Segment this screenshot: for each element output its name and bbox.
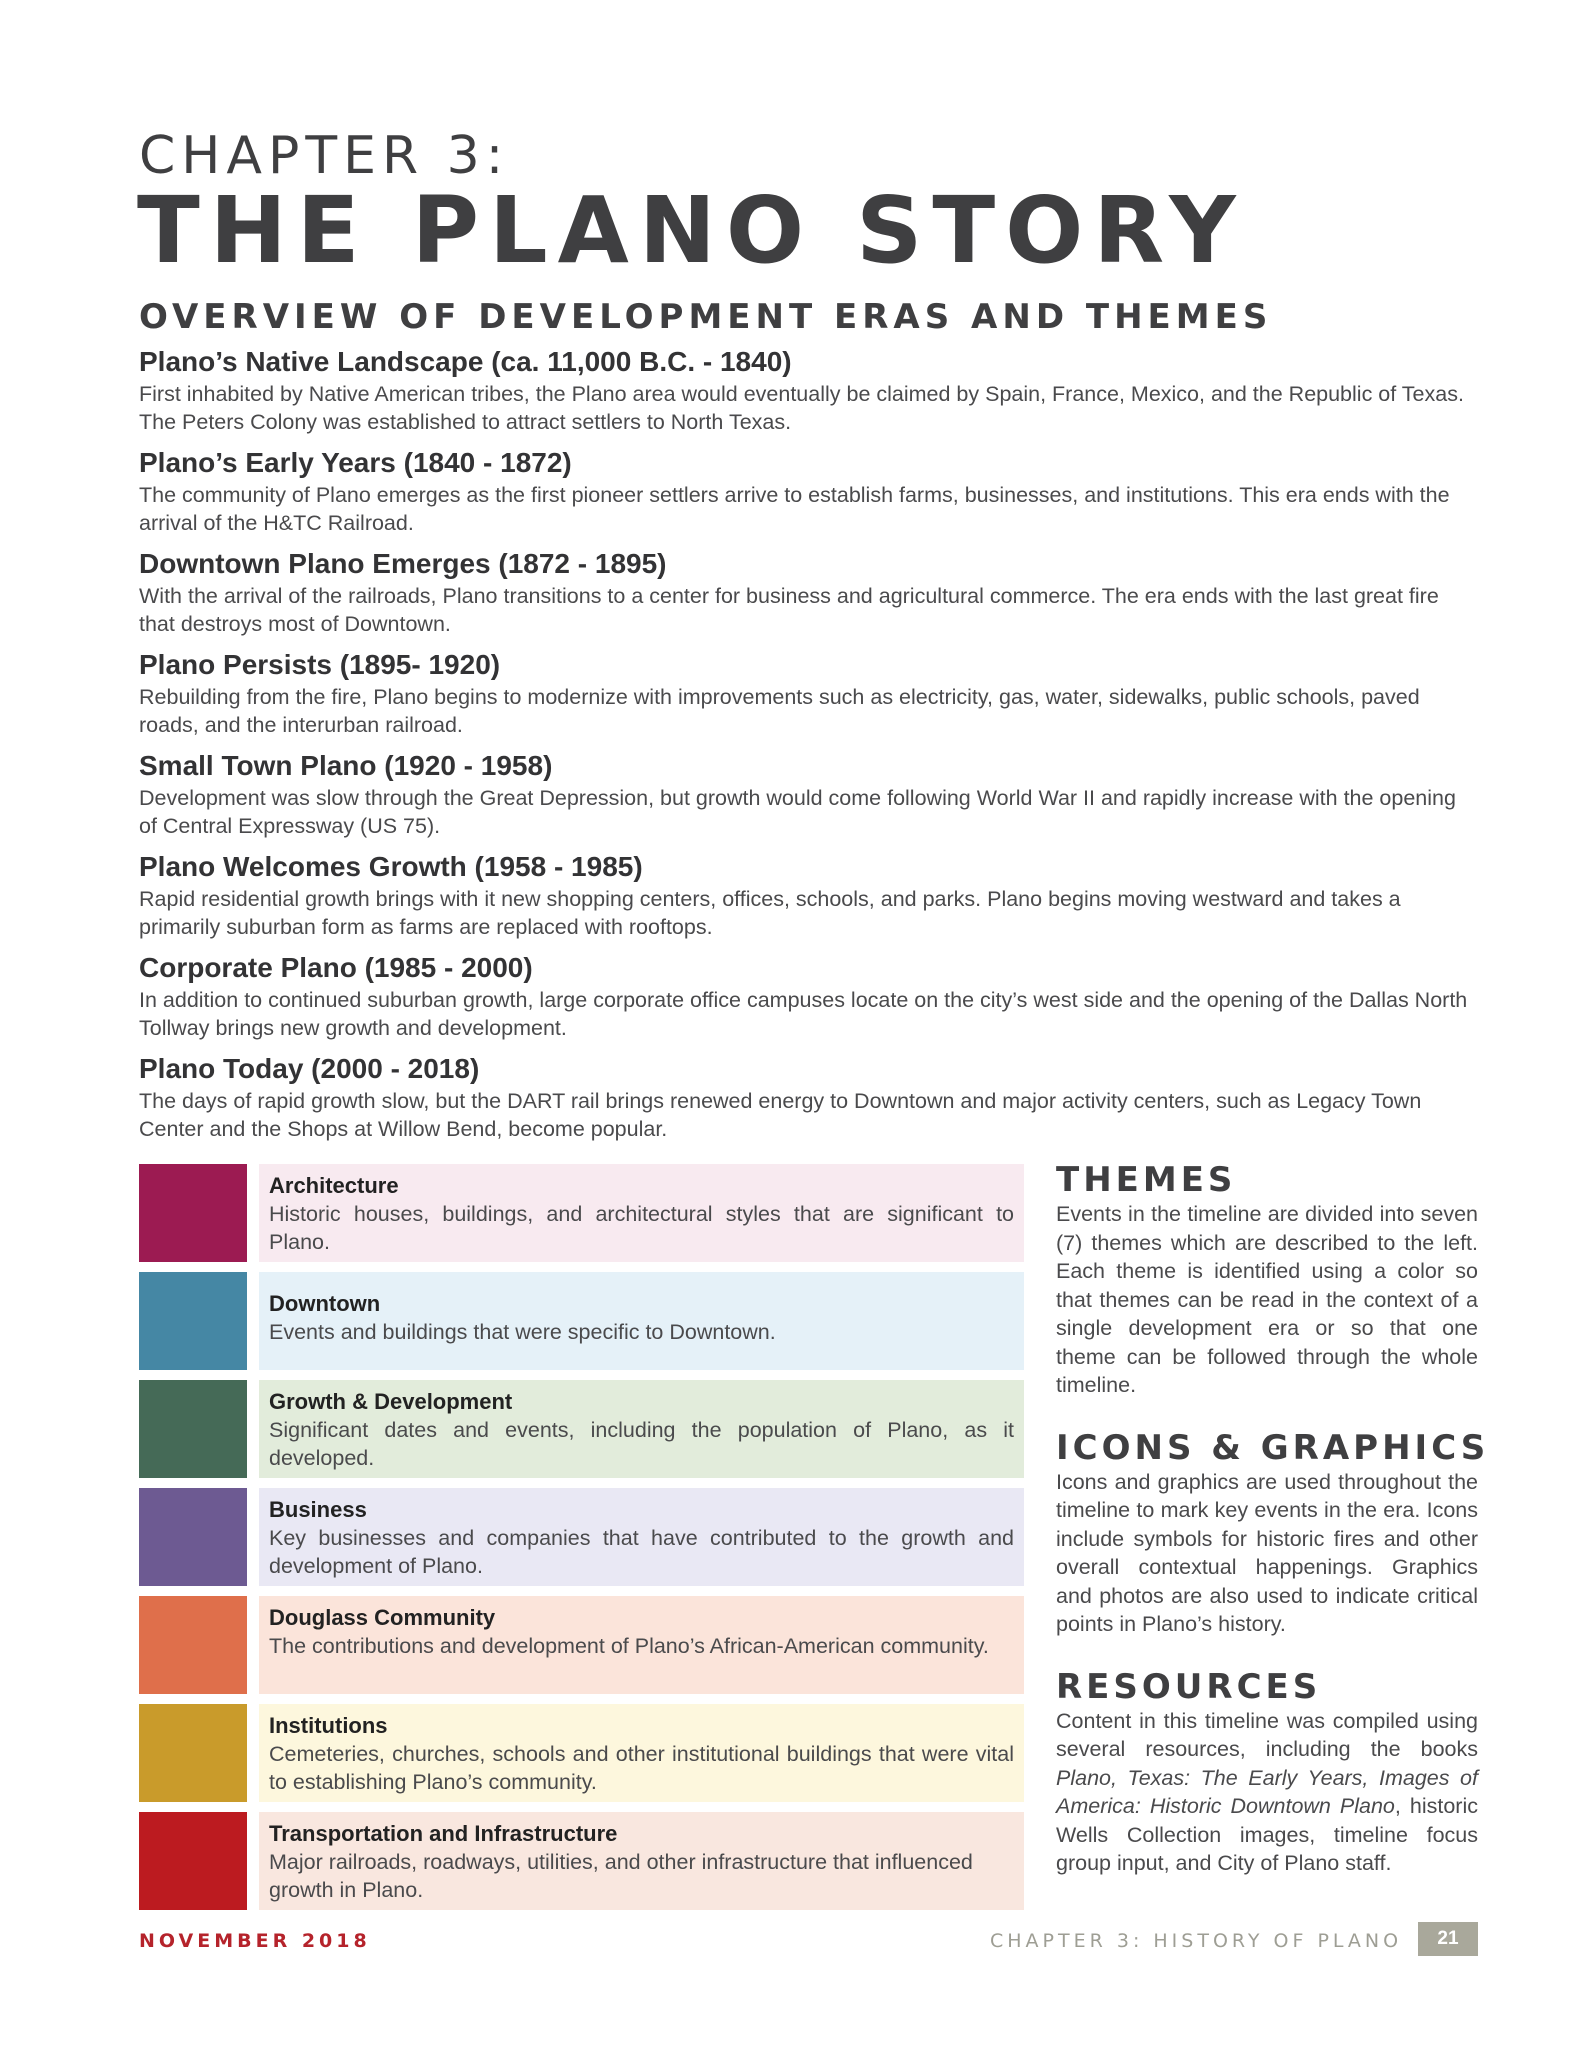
theme-description: Significant dates and events, including the population of Plano, as it developed. — [269, 1418, 1014, 1470]
theme-row-douglass-community — [139, 1596, 1024, 1694]
theme-row-growth-development — [139, 1380, 1024, 1478]
themes-note — [1056, 1160, 1478, 1400]
resources-book-titles: Plano, Texas: The Early Years, Images of America: Historic Downtown Plano — [1056, 1765, 1478, 1818]
themes-legend — [139, 1164, 1024, 1920]
era-item — [139, 849, 1479, 950]
era-title: Plano Persists (1895- 1920) — [139, 649, 501, 680]
era-item — [139, 344, 1479, 445]
theme-row-transportation — [139, 1812, 1024, 1910]
era-title: Plano’s Native Landscape (ca. 11,000 B.C. - 1840) — [139, 346, 792, 377]
themes-text: Events in the timeline are divided into seven (7) themes which are described to the left. Each theme is identified using a color so that themes can be read in the context of a single development era or so that one theme can be followed through the whole timeline. — [1056, 1202, 1478, 1397]
theme-description: Cemeteries, churches, schools and other institutional buildings that were vital to establishing Plano’s community. — [269, 1742, 1014, 1794]
era-title: Plano’s Early Years (1840 - 1872) — [139, 447, 572, 478]
era-item — [139, 1051, 1479, 1152]
era-item — [139, 748, 1479, 849]
era-title: Plano Today (2000 - 2018) — [139, 1053, 480, 1084]
theme-name: Institutions — [269, 1713, 388, 1738]
theme-row-downtown — [139, 1272, 1024, 1370]
theme-name: Architecture — [269, 1173, 399, 1198]
resources-text-end: , historic Wells Collection images, timeline focus group input, and City of Plano staff. — [1056, 1794, 1478, 1875]
theme-color-swatch — [139, 1704, 247, 1802]
footer-date: NOVEMBER 2018 — [139, 1930, 371, 1952]
era-title: Small Town Plano (1920 - 1958) — [139, 750, 553, 781]
resources-heading: RESOURCES — [1056, 1666, 1322, 1707]
theme-name: Growth & Development — [269, 1389, 513, 1414]
resources-text-start: Content in this timeline was compiled using several resources, including the books — [1056, 1708, 1478, 1761]
eras-list — [139, 344, 1479, 1152]
era-description: Rapid residential growth brings with it new shopping centers, offices, schools, and parks. Plano begins moving westward and takes a primarily suburban form as farms are replaced with rooftops. — [139, 887, 1401, 939]
themes-heading: THEMES — [1056, 1160, 1237, 1200]
theme-name: Business — [269, 1497, 367, 1522]
footer-chapter-label: CHAPTER 3: HISTORY OF PLANO — [990, 1930, 1403, 1952]
era-item — [139, 546, 1479, 647]
icons-text: Icons and graphics are used throughout the timeline to mark key events in the era. Icons include symbols for historic fires and other overall contextual happenings. Graphics and photos are also used to indicate critical points in Plano’s history. — [1056, 1469, 1478, 1636]
resources-note — [1056, 1667, 1478, 1878]
era-description: The days of rapid growth slow, but the DART rail brings renewed energy to Downtown and major activity centers, such as Legacy Town Center and the Shops at Willow Bend, become popular. — [139, 1089, 1422, 1141]
theme-box — [259, 1704, 1024, 1802]
era-item — [139, 445, 1479, 546]
era-description: In addition to continued suburban growth, large corporate office campuses locate on the city’s west side and the opening of the Dallas North Tollway brings new growth and development. — [139, 988, 1468, 1040]
era-description: First inhabited by Native American tribes, the Plano area would eventually be claimed by Spain, France, Mexico, and the Republic of Texas. The Peters Colony was established to attract settlers to North Texas. — [139, 382, 1464, 434]
theme-color-swatch — [139, 1488, 247, 1586]
era-item — [139, 647, 1479, 748]
theme-color-swatch — [139, 1380, 247, 1478]
theme-color-swatch — [139, 1164, 247, 1262]
era-description: The community of Plano emerges as the first pioneer settlers arrive to establish farms, businesses, and institutions. This era ends with the arrival of the H&TC Railroad. — [139, 483, 1450, 535]
theme-description: The contributions and development of Plano’s African-American community. — [269, 1634, 989, 1658]
theme-box — [259, 1488, 1024, 1586]
era-description: Development was slow through the Great Depression, but growth would come following World War II and rapidly increase with the opening of Central Expressway (US 75). — [139, 786, 1456, 838]
theme-row-architecture — [139, 1164, 1024, 1262]
page-number: 21 — [1418, 1922, 1478, 1956]
icons-heading: ICONS & GRAPHICS — [1056, 1427, 1490, 1468]
theme-description: Historic houses, buildings, and architectural styles that are significant to Plano. — [269, 1202, 1014, 1254]
theme-box — [259, 1812, 1024, 1910]
sidebar-notes — [1056, 1160, 1490, 1906]
era-description: Rebuilding from the fire, Plano begins to modernize with improvements such as electricity, gas, water, sidewalks, public schools, paved roads, and the interurban railroad. — [139, 685, 1420, 737]
theme-color-swatch — [139, 1812, 247, 1910]
theme-row-institutions — [139, 1704, 1024, 1802]
section-heading: OVERVIEW OF DEVELOPMENT ERAS AND THEMES — [139, 297, 1273, 337]
theme-color-swatch — [139, 1272, 247, 1370]
theme-box — [259, 1272, 1024, 1370]
theme-row-business — [139, 1488, 1024, 1586]
icons-note — [1056, 1427, 1490, 1639]
chapter-kicker: CHAPTER 3: — [139, 126, 510, 186]
era-title: Downtown Plano Emerges (1872 - 1895) — [139, 548, 667, 579]
theme-name: Transportation and Infrastructure — [269, 1821, 618, 1846]
theme-name: Douglass Community — [269, 1605, 496, 1630]
resources-text — [1056, 1707, 1478, 1878]
theme-description: Events and buildings that were specific to Downtown. — [269, 1320, 776, 1344]
theme-color-swatch — [139, 1596, 247, 1694]
era-item — [139, 950, 1479, 1051]
theme-box — [259, 1164, 1024, 1262]
theme-box — [259, 1380, 1024, 1478]
era-title: Plano Welcomes Growth (1958 - 1985) — [139, 851, 643, 882]
theme-name: Downtown — [269, 1291, 381, 1316]
theme-description: Key businesses and companies that have contributed to the growth and development of Plano. — [269, 1526, 1014, 1578]
era-title: Corporate Plano (1985 - 2000) — [139, 952, 533, 983]
page-title: THE PLANO STORY — [137, 177, 1246, 284]
theme-box — [259, 1596, 1024, 1694]
era-description: With the arrival of the railroads, Plano transitions to a center for business and agricultural commerce. The era ends with the last great fire that destroys most of Downtown. — [139, 584, 1439, 636]
theme-description: Major railroads, roadways, utilities, and other infrastructure that influenced growth in Plano. — [269, 1850, 973, 1902]
